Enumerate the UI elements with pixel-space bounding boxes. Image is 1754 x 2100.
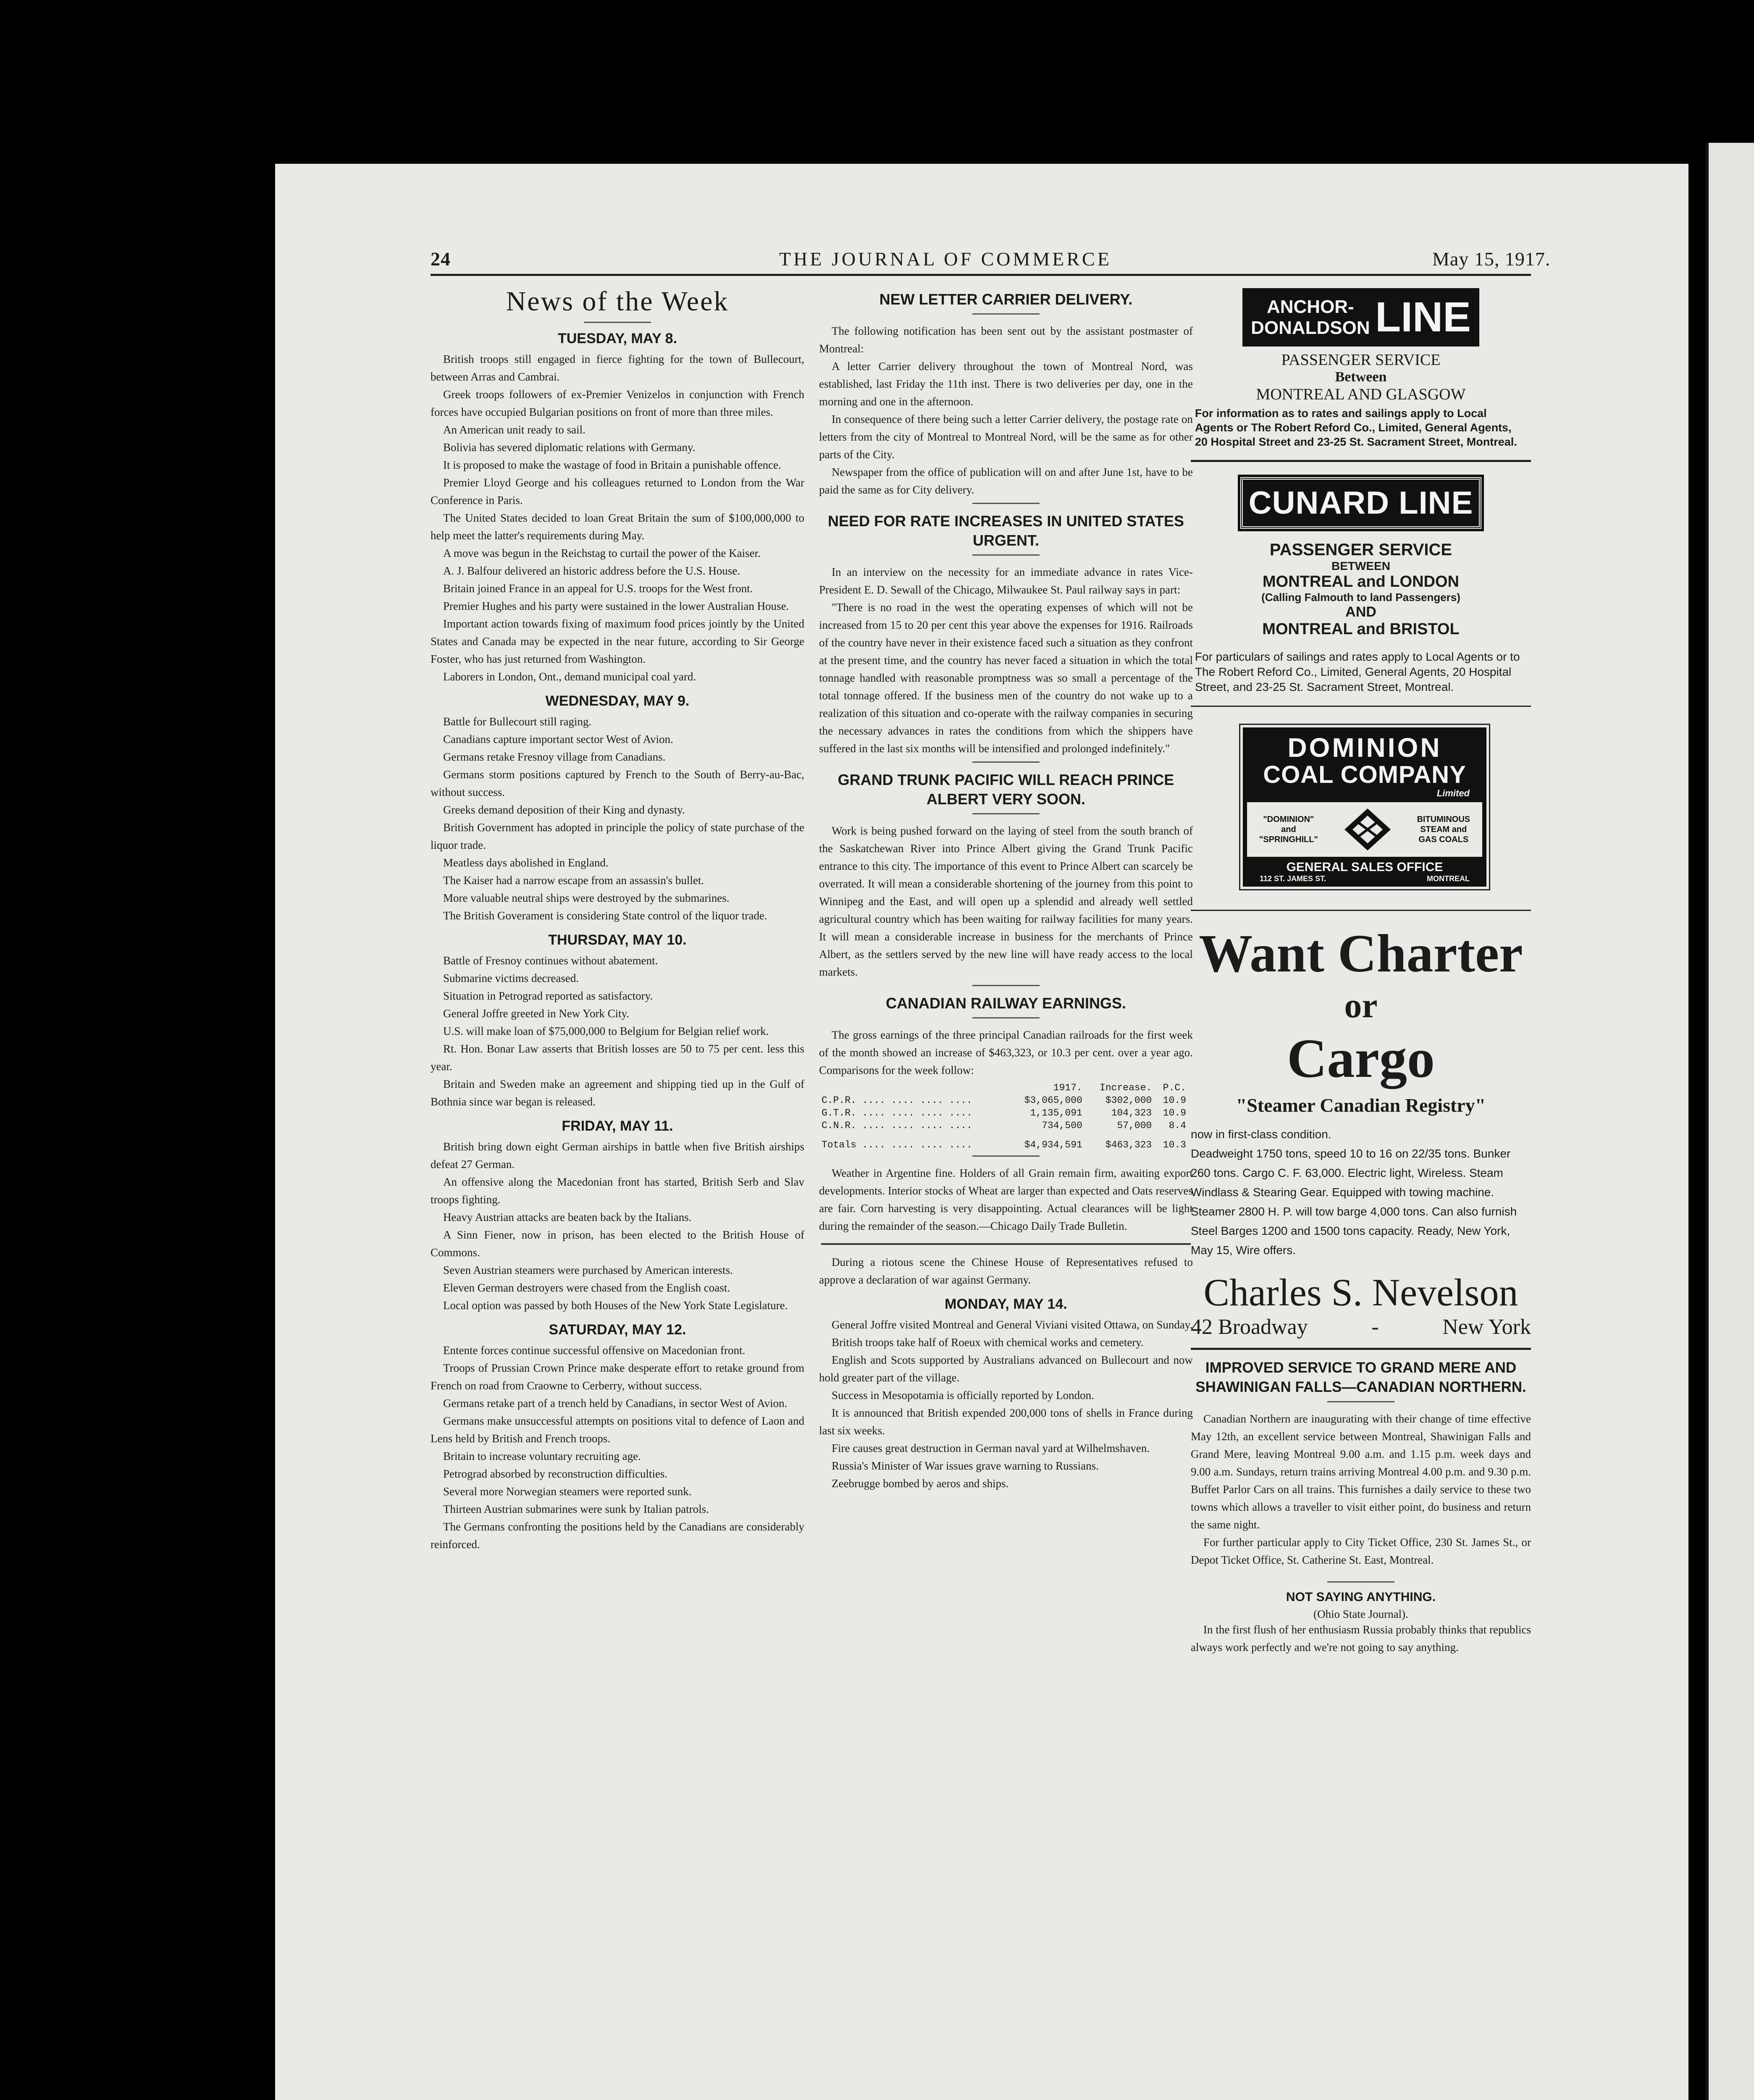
news-item: General Joffre visited Montreal and General Viviani visited Ottawa, on Sunday.	[832, 1318, 1193, 1331]
table-cell: 57,000	[1117, 1120, 1152, 1131]
table-row	[819, 1107, 1189, 1119]
table-cell: $302,000	[1105, 1095, 1152, 1106]
anchor-donaldson-logo	[1242, 288, 1479, 346]
grand-mere-article	[1191, 1410, 1531, 1569]
charter-details: now in first-class condition. Deadweight 1750 tons, speed 10 to 16 on 22/35 tons. Bunker 260 tons. Cargo C. F. 63,000. Electric light, Wireless. Steam Windlass & Stearing Gear. Equipped with towing machine. Steamer 2800 H. P. will tow barge 4,000 tons. Can also furnish Steel Barges 1200 and 1500 tons capacity. Ready, New York, May 15, Wire offers.	[1191, 1128, 1517, 1257]
news-item: Russia's Minister of War issues grave warning to Russians.	[832, 1460, 1099, 1472]
charter-or: or	[1344, 986, 1378, 1025]
news-item: Britain to increase voluntary recruiting age.	[443, 1450, 641, 1462]
limited-text: Limited	[1436, 788, 1470, 798]
donaldson-logo-text: DONALDSON	[1251, 317, 1370, 338]
column-header: P.C.	[1163, 1082, 1186, 1093]
charter-contact-name: Charles S. Nevelson	[1203, 1271, 1518, 1314]
divider	[1327, 1401, 1394, 1402]
news-item: British Government has adopted in principle the policy of state purchase of the liquor trade.	[431, 821, 804, 851]
article-paragraph: The following notification has been sent out by the assistant postmaster of Montreal:	[819, 325, 1193, 355]
news-item: The United States decided to loan Great Britain the sum of $100,000,000 to help meet the latter's requirements during May.	[431, 512, 804, 542]
anchor-logo-text: ANCHOR-	[1266, 296, 1354, 317]
news-item: Greek troops followers of ex-Premier Venizelos in conjunction with French forces have occupied Bulgarian positions on front of more than three miles.	[431, 388, 804, 418]
divider	[972, 1155, 1040, 1157]
charter-contact-address	[1191, 1315, 1531, 1339]
header-rule	[431, 274, 1531, 276]
contact-city: New York	[1442, 1315, 1531, 1339]
ad-divider	[1191, 460, 1531, 462]
news-item: Petrograd absorbed by reconstruction difficulties.	[443, 1467, 668, 1480]
news-item: Germans retake Fresnoy village from Canadians.	[443, 751, 666, 763]
column-header	[819, 1082, 1008, 1094]
letter-carrier-article	[819, 322, 1193, 499]
coal-types	[1417, 814, 1470, 845]
table-cell: C.P.R. .... .... .... ....	[822, 1095, 972, 1106]
news-item: More valuable neutral ships were destroyed by the submarines.	[443, 892, 730, 904]
table-cell: 734,500	[1042, 1120, 1082, 1131]
table-cell: 10.9	[1163, 1095, 1186, 1106]
news-item: Heavy Austrian attacks are beaten back by the Italians.	[443, 1211, 692, 1223]
coal-brands	[1259, 814, 1318, 845]
news-item: Important action towards fixing of maximum food prices jointly by the United States and Canada may be expected in the near future, according to Sir George Foster, who has just returned from Washington.	[431, 617, 804, 665]
type-steam: STEAM and	[1420, 825, 1467, 834]
cunard-ad	[1191, 473, 1531, 695]
day-heading: SATURDAY, MAY 12.	[549, 1322, 686, 1338]
issue-date: May 15, 1917.	[1432, 248, 1551, 270]
earnings-table	[819, 1082, 1189, 1151]
charter-ad	[1191, 922, 1531, 1339]
brand-and: and	[1281, 825, 1296, 834]
article-paragraph: Canadian Northern are inaugurating with their change of time effective May 12th, an excellent service between Montreal, Shawinigan Falls and Grand Mere, leaving Montreal 9.00 a.m. and 1.15 p.m. week days and 9.00 a.m. Sundays, return trains arriving Montreal 4.00 p.m. and 9.30 p.m. Buffet Parlor Cars on all trains. This furnishes a daily service to these two towns which allows a traveller to visit either point, do business and return the same night.	[1191, 1412, 1531, 1531]
not-saying-source: (Ohio State Journal).	[1313, 1608, 1408, 1620]
anchor-donaldson-ad	[1191, 286, 1531, 449]
anchor-between: Between	[1335, 369, 1387, 385]
brand-springhill: "SPRINGHILL"	[1259, 835, 1318, 844]
news-item: British bring down eight German airships in battle when five British airships defeat 27 German.	[431, 1140, 804, 1171]
divider	[1327, 1581, 1394, 1583]
sales-office-address	[1243, 874, 1486, 883]
news-item: Germans retake part of a trench held by Canadians, in sector West of Avion.	[443, 1397, 788, 1410]
dominion-coal-ad	[1239, 724, 1490, 890]
table-cell: 10.9	[1163, 1108, 1186, 1118]
contact-street: 42 Broadway	[1191, 1315, 1308, 1339]
news-item: Greeks demand deposition of their King and dynasty.	[443, 803, 685, 816]
news-item: Eleven German destroyers were chased from the English coast.	[443, 1281, 730, 1294]
anchor-service: PASSENGER SERVICE	[1281, 351, 1441, 369]
divider	[972, 503, 1040, 504]
news-item: The British Goverament is considering State control of the liquor trade.	[443, 909, 767, 922]
divider	[972, 1017, 1040, 1018]
page-number: 24	[431, 248, 451, 270]
diamond-emblem-icon	[1342, 806, 1393, 853]
news-item: Local option was passed by both Houses of the New York State Legislature.	[443, 1299, 788, 1312]
divider	[972, 761, 1040, 763]
news-item: Meatless days abolished in England.	[443, 856, 609, 869]
letter-carrier-heading: NEW LETTER CARRIER DELIVERY.	[879, 291, 1133, 308]
sales-office: GENERAL SALES OFFICE	[1286, 860, 1443, 874]
cunard-route-1: MONTREAL and LONDON	[1263, 573, 1459, 591]
table-cell: C.N.R. .... .... .... ....	[822, 1120, 972, 1131]
article-paragraph: A letter Carrier delivery throughout the town of Montreal Nord, was established, last Friday the 11th inst. There is two deliveries per day, one in the morning and one in the afternoon.	[819, 360, 1193, 408]
divider	[972, 985, 1040, 986]
divider	[972, 313, 1040, 315]
news-item: U.S. will make loan of $75,000,000 to Belgium for Belgian relief work.	[443, 1025, 769, 1037]
not-saying-heading: NOT SAYING ANYTHING.	[1286, 1590, 1436, 1604]
column-header: Increase.	[1100, 1082, 1152, 1093]
type-bituminous: BITUMINOUS	[1417, 815, 1470, 824]
news-item: Rt. Hon. Bonar Law asserts that British losses are 50 to 75 per cent. less this year.	[431, 1042, 804, 1073]
news-of-week-column	[431, 286, 804, 1553]
news-item: A. J. Balfour delivered an historic address before the U.S. House.	[443, 564, 740, 577]
news-item: English and Scots supported by Australians advanced on Bullecourt and now hold greater part of the village.	[819, 1354, 1193, 1384]
dominion-coal-logo	[1243, 727, 1486, 887]
cunard-route-2: MONTREAL and BRISTOL	[1262, 620, 1460, 638]
adjacent-page-strip	[1705, 143, 1754, 2100]
charter-cargo: Cargo	[1287, 1027, 1435, 1089]
article-paragraph: In an interview on the necessity for an immediate advance in rates Vice-President E. D. Sewall of the Chicago, Milwaukee St. Paul railway says in part:	[819, 566, 1193, 596]
table-row	[819, 1135, 1189, 1151]
news-item: Entente forces continue successful offensive on Macedonian front.	[443, 1344, 746, 1357]
charter-subtitle: "Steamer Canadian Registry"	[1236, 1095, 1486, 1116]
grand-trunk-heading: GRAND TRUNK PACIFIC WILL REACH PRINCE ALBERT VERY SOON.	[838, 771, 1174, 808]
charter-headline: Want Charter	[1199, 924, 1523, 983]
news-item: An offensive along the Macedonian front has started, British Serb and Slav troops fighting.	[431, 1176, 804, 1206]
news-item: Battle of Fresnoy continues without abatement.	[443, 954, 658, 967]
brand-dominion: "DOMINION"	[1263, 815, 1314, 824]
news-title: News of the Week	[506, 286, 729, 317]
news-item: Success in Mesopotamia is officially reported by London.	[832, 1389, 1094, 1402]
coal-company-logo-text: COAL COMPANY	[1263, 761, 1466, 788]
day-heading: WEDNESDAY, MAY 9.	[545, 693, 690, 709]
office-street: 112 ST. JAMES ST.	[1260, 874, 1326, 883]
divider	[972, 554, 1040, 556]
day-heading: FRIDAY, MAY 11.	[562, 1118, 673, 1134]
office-city: MONTREAL	[1427, 874, 1470, 883]
news-item: A Sinn Fiener, now in prison, has been elected to the British House of Commons.	[431, 1228, 804, 1259]
news-item: Premier Lloyd George and his colleagues returned to London from the War Conference in Paris.	[431, 476, 804, 507]
cunard-between: BETWEEN	[1331, 559, 1390, 572]
news-item: British troops still engaged in fierce fighting for the town of Bullecourt, between Arras and Cambrai.	[431, 353, 804, 383]
divider	[584, 322, 651, 323]
grand-mere-heading: IMPROVED SERVICE TO GRAND MERE AND SHAWINIGAN FALLS—CANADIAN NORTHERN.	[1195, 1360, 1526, 1395]
article-paragraph: In consequence of there being such a letter Carrier delivery, the postage rate on letters from the city of Montreal to Montreal Nord, will be the same as for other parts of the City.	[819, 413, 1193, 461]
rate-increase-article	[819, 563, 1193, 757]
news-item: Battle for Bullecourt still raging.	[443, 715, 592, 728]
news-item: An American unit ready to sail.	[443, 423, 586, 436]
article-paragraph: Newspaper from the office of publication will on and after June 1st, have to be paid the same as for City delivery.	[819, 466, 1193, 496]
table-cell: G.T.R. .... .... .... ....	[822, 1108, 972, 1118]
ad-divider	[1191, 706, 1531, 707]
news-item: Submarine victims decreased.	[443, 972, 579, 984]
monday-items	[819, 1316, 1193, 1492]
news-item: It is proposed to make the wastage of food in Britain a punishable offence.	[443, 459, 781, 471]
table-row	[819, 1119, 1189, 1135]
dominion-logo-text: DOMINION	[1287, 732, 1442, 763]
news-item: Zeebrugge bombed by aeros and ships.	[832, 1477, 1009, 1490]
earnings-intro: The gross earnings of the three principal Canadian railroads for the first week of the month showed an increase of $463,323, or 10.3 per cent. over a year ago. Comparisons for the week follow:	[819, 1029, 1193, 1076]
type-gas: GAS COALS	[1418, 835, 1469, 844]
not-saying-text: In the first flush of her enthusiasm Russia probably thinks that republics always work perfectly and we're not going to say anything.	[1191, 1623, 1531, 1654]
news-item: General Joffre greeted in New York City.	[443, 1007, 630, 1020]
middle-column	[819, 286, 1193, 1492]
table-header-row	[819, 1082, 1189, 1094]
divider	[972, 813, 1040, 814]
wheat-paragraph: Weather in Argentine fine. Holders of all Grain remain firm, awaiting export developments. Interior stocks of Wheat are larger than expected and Oats reserves are fair. Corn harvesting is very disappointing. Actual clearances will be light during the remainder of the season.—Chicago Daily Trade Bulletin.	[819, 1167, 1193, 1232]
news-item: The Germans confronting the positions held by the Canadians are considerably reinforced.	[431, 1520, 804, 1551]
ad-divider	[1191, 910, 1531, 911]
cunard-logo: CUNARD LINE	[1240, 477, 1482, 529]
news-item: Germans storm positions captured by French to the South of Berry-au-Bac, without success.	[431, 768, 804, 798]
table-cell: 8.4	[1168, 1120, 1186, 1131]
chinese-house-paragraph: During a riotous scene the Chinese House of Representatives refused to approve a declaration of war against Germany.	[819, 1256, 1193, 1286]
table-cell: $3,065,000	[1024, 1095, 1082, 1106]
news-item: A move was begun in the Reichstag to curtail the power of the Kaiser.	[443, 547, 761, 559]
rate-increase-heading: NEED FOR RATE INCREASES IN UNITED STATES URGENT.	[827, 512, 1184, 549]
table-row	[819, 1094, 1189, 1107]
news-item: Britain joined France in an appeal for U.S. troops for the West front.	[443, 582, 753, 595]
cunard-service: PASSENGER SERVICE	[1269, 541, 1452, 559]
monday-heading: MONDAY, MAY 14.	[945, 1296, 1067, 1312]
news-item: Premier Hughes and his party were sustained in the lower Australian House.	[443, 600, 789, 612]
news-item: Bolivia has severed diplomatic relations with Germany.	[443, 441, 696, 454]
news-item: Thirteen Austrian submarines were sunk by Italian patrols.	[443, 1503, 709, 1515]
news-item: Troops of Prussian Crown Prince make desperate effort to retake ground from French on road from Craowne to Cerberry, without success.	[431, 1362, 804, 1392]
news-item: It is announced that British expended 200,000 tons of shells in France during last six weeks.	[819, 1407, 1193, 1437]
day-heading: TUESDAY, MAY 8.	[557, 331, 677, 346]
news-item: Fire causes great destruction in German naval yard at Wilhelmshaven.	[832, 1442, 1150, 1454]
ads-column	[1191, 286, 1531, 1656]
cunard-note: (Calling Falmouth to land Passengers)	[1261, 591, 1460, 604]
news-item: Germans make unsuccessful attempts on positions vital to defence of Laon and Lens held by British and French troops.	[431, 1415, 804, 1445]
table-cell: 10.3	[1163, 1139, 1186, 1150]
anchor-info: For information as to rates and sailings apply to Local Agents or The Robert Reford Co., Limited, General Agents, 20 Hospital Street and 23-25 St. Sacrament Street, Montreal.	[1195, 407, 1517, 448]
contact-dash: -	[1371, 1315, 1379, 1339]
anchor-route: MONTREAL AND GLASGOW	[1256, 386, 1466, 403]
table-cell: $463,323	[1105, 1139, 1152, 1150]
table-cell: 1,135,091	[1030, 1108, 1082, 1118]
article-paragraph: For further particular apply to City Ticket Office, 230 St. James St., or Depot Ticket Office, St. Catherine St. East, Montreal.	[1191, 1536, 1531, 1566]
grand-trunk-article	[819, 822, 1193, 981]
earnings-heading: CANADIAN RAILWAY EARNINGS.	[885, 995, 1126, 1012]
day-heading: THURSDAY, MAY 10.	[548, 932, 687, 948]
news-item: Laborers in London, Ont., demand municipal coal yard.	[443, 670, 696, 683]
divider	[821, 1243, 1191, 1245]
article-paragraph: "There is no road in the west the operating expenses of which will not be increased from 15 to 20 per cent this year above the expenses for 1916. Railroads of the country have never in their existence faced such a situation as they confront at the present time, and the country has never faced a situation in which the total tonnage handled with reasonable promptness was so small a percentage of the total tonnage offered. If the business men of the country do not wake up to a realization of this situation and co-operate with the railway companies in securing the necessary advances in rates the conditions from which the shippers have suffered in the last six months will be intensified and prolonged indefinitely."	[819, 601, 1193, 755]
news-days	[431, 331, 804, 1553]
newspaper-page	[275, 164, 1688, 2100]
news-item: Britain and Sweden make an agreement and shipping tied up in the Gulf of Bothnia since war began is released.	[431, 1078, 804, 1108]
news-item: Canadians capture important sector West of Avion.	[443, 733, 673, 746]
article-paragraph: Work is being pushed forward on the laying of steel from the south branch of the Saskatchewan River into Prince Albert giving the Grand Trunk Pacific entrance to this city. The importance of this event to Prince Albert can scarcely be overrated. It will mean a considerable shortening of the journey from this point to Winnipeg and the East, and will open up a splendid and already well settled agricultural country which has been waiting for railway facilities for many years. It will mean a considerable increase in business for the merchants of Prince Albert, as the settlers served by the new line will have ready access to the local markets.	[819, 824, 1193, 978]
table-cell: 104,323	[1111, 1108, 1152, 1118]
publication-title: THE JOURNAL OF COMMERCE	[779, 248, 1112, 270]
cunard-info: For particulars of sailings and rates apply to Local Agents or to The Robert Reford Co., Limited, General Agents, 20 Hospital Street, and 23-25 St. Sacrament Street, Montreal.	[1195, 650, 1520, 693]
line-logo-text: LINE	[1375, 294, 1471, 341]
cunard-and: AND	[1345, 604, 1376, 620]
table-cell: $4,934,591	[1024, 1139, 1082, 1150]
news-item: Seven Austrian steamers were purchased by American interests.	[443, 1264, 733, 1276]
column-header: 1917.	[1053, 1082, 1082, 1093]
news-item: Situation in Petrograd reported as satisfactory.	[443, 990, 653, 1002]
news-item: British troops take half of Roeux with chemical works and cemetery.	[832, 1336, 1144, 1349]
news-item: The Kaiser had a narrow escape from an assassin's bullet.	[443, 874, 704, 887]
ad-divider	[1191, 1348, 1531, 1350]
table-cell: Totals .... .... .... ....	[822, 1139, 972, 1150]
news-item: Several more Norwegian steamers were reported sunk.	[443, 1485, 692, 1498]
